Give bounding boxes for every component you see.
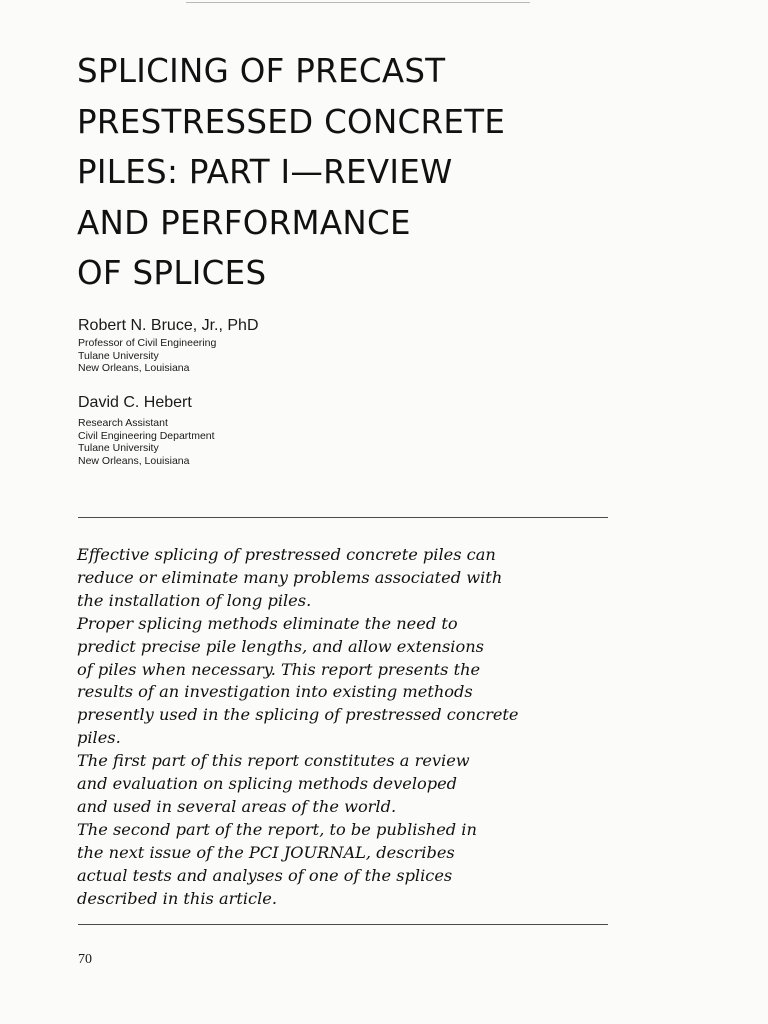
abstract-line: Proper splicing methods eliminate the need to — [77, 613, 458, 633]
title-line: PILES: PART I—REVIEW — [77, 153, 453, 191]
affiliation-line: Professor of Civil Engineering — [78, 337, 217, 349]
abstract-line: reduce or eliminate many problems associated with — [77, 567, 503, 587]
affiliation-line: Research Assistant — [78, 417, 168, 429]
affiliation-line: Civil Engineering Department — [78, 429, 215, 442]
abstract-line: of piles when necessary. This report presents the — [77, 659, 481, 679]
abstract-line: described in this article. — [77, 888, 278, 908]
abstract-line: presently used in the splicing of prestressed concrete — [77, 705, 519, 725]
title-line: OF SPLICES — [77, 254, 267, 292]
abstract — [77, 544, 617, 911]
abstract-line: The first part of this report constitutes a review — [77, 751, 470, 771]
abstract-line: and used in several areas of the world. — [77, 796, 397, 816]
divider-rule — [78, 517, 608, 518]
divider-rule — [78, 924, 608, 925]
affiliation-line: New Orleans, Louisiana — [78, 362, 190, 374]
affiliation-line: Tulane University — [78, 442, 159, 454]
abstract-line: the installation of long piles. — [77, 590, 312, 610]
author-name: David C. Hebert — [78, 394, 192, 411]
abstract-line: and evaluation on splicing methods developed — [77, 774, 458, 794]
affiliation-line: New Orleans, Louisiana — [78, 454, 190, 467]
title-line: AND PERFORMANCE — [77, 203, 411, 242]
abstract-line: piles. — [77, 728, 121, 748]
affiliation-line: Tulane University — [78, 349, 159, 362]
abstract-line: Effective splicing of prestressed concrete piles can — [77, 545, 496, 564]
title-line: SPLICING OF PRECAST — [77, 52, 446, 90]
top-rule — [186, 2, 530, 3]
page-number: 70 — [78, 952, 92, 967]
abstract-line: results of an investigation into existing methods — [77, 682, 473, 702]
abstract-line: actual tests and analyses of one of the splices — [77, 865, 453, 885]
abstract-line: The second part of the report, to be published in — [77, 819, 477, 839]
title-line: PRESTRESSED CONCRETE — [77, 102, 506, 141]
author-affiliation — [78, 417, 215, 467]
author-name: Robert N. Bruce, Jr., PhD — [78, 317, 259, 334]
author-affiliation — [78, 337, 216, 375]
abstract-line: the next issue of the PCI JOURNAL, describes — [77, 842, 455, 862]
article-title — [77, 46, 637, 299]
abstract-line: predict precise pile lengths, and allow extensions — [77, 636, 484, 656]
